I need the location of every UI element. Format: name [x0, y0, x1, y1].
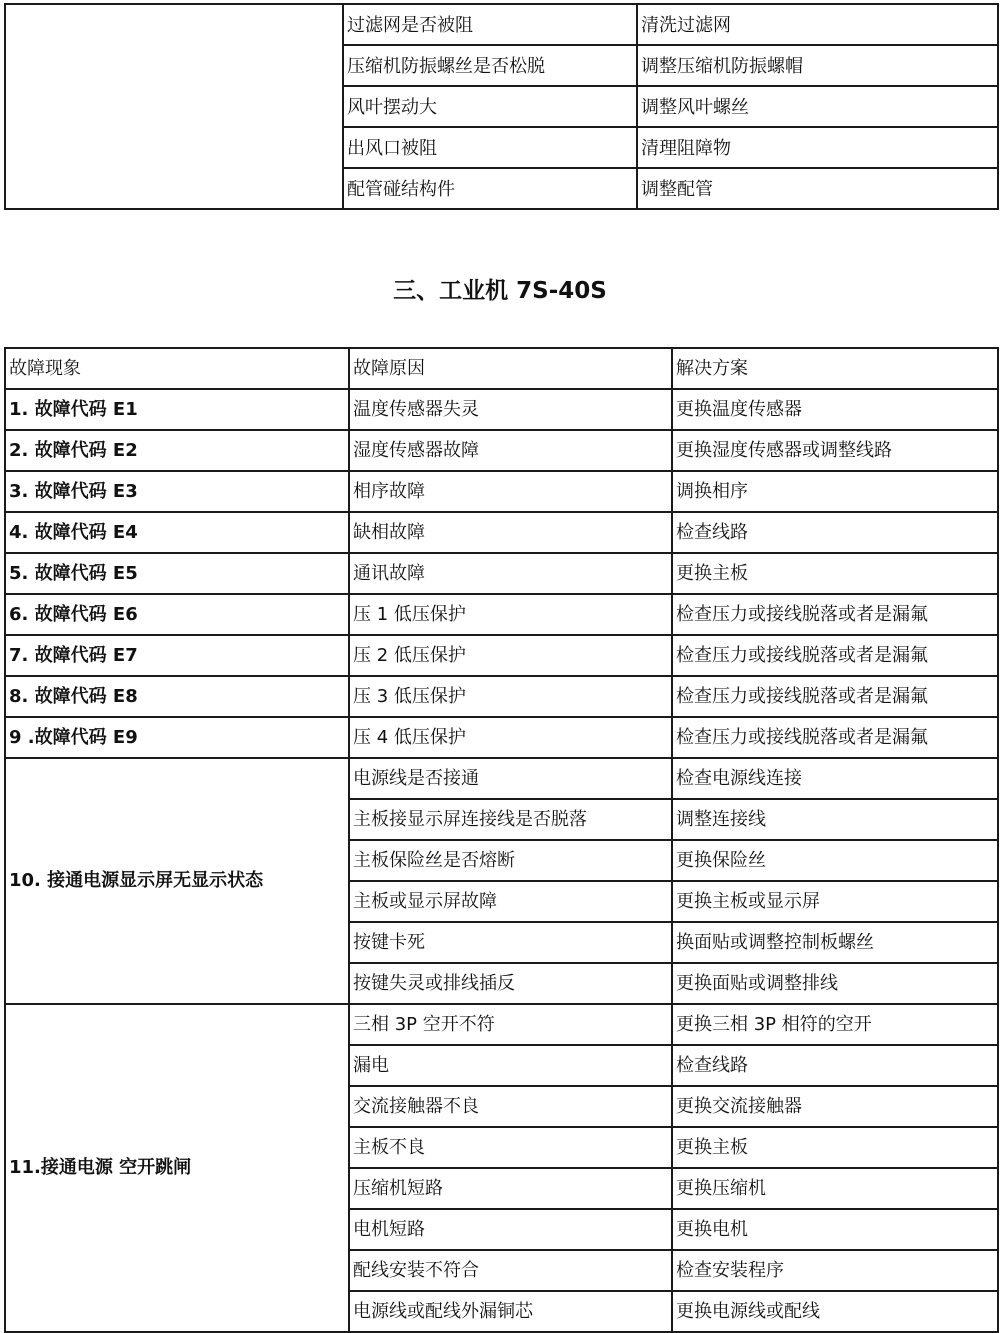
table-row — [5, 635, 998, 676]
symptom-cell: 3. 故障代码 E3 — [5, 471, 349, 512]
cause-cell: 电源线是否接通 — [349, 758, 672, 799]
symptom-cell: 6. 故障代码 E6 — [5, 594, 349, 635]
table-row — [5, 676, 998, 717]
table-row — [5, 758, 998, 799]
table-row — [5, 4, 998, 45]
cause-cell: 主板保险丝是否熔断 — [349, 840, 672, 881]
solution-cell: 清洗过滤网 — [637, 4, 998, 45]
cause-cell: 主板接显示屏连接线是否脱落 — [349, 799, 672, 840]
header-row — [5, 348, 998, 389]
solution-cell: 调整连接线 — [672, 799, 998, 840]
symptom-cell-group-11: 11.接通电源 空开跳闸 — [5, 1004, 349, 1332]
cause-cell: 压缩机防振螺丝是否松脱 — [343, 45, 637, 86]
cause-cell: 风叶摆动大 — [343, 86, 637, 127]
cause-cell: 按键失灵或排线插反 — [349, 963, 672, 1004]
solution-cell: 清理阻障物 — [637, 127, 998, 168]
merged-symptom-cell — [5, 4, 343, 209]
cause-cell: 压缩机短路 — [349, 1168, 672, 1209]
table-row — [5, 717, 998, 758]
cause-cell: 电机短路 — [349, 1209, 672, 1250]
solution-cell: 更换电机 — [672, 1209, 998, 1250]
cause-cell: 主板或显示屏故障 — [349, 881, 672, 922]
solution-cell: 调整配管 — [637, 168, 998, 209]
solution-cell: 调整风叶螺丝 — [637, 86, 998, 127]
table-row — [5, 512, 998, 553]
cause-cell: 湿度传感器故障 — [349, 430, 672, 471]
cause-cell: 配线安装不符合 — [349, 1250, 672, 1291]
symptom-cell: 9 .故障代码 E9 — [5, 717, 349, 758]
symptom-cell: 1. 故障代码 E1 — [5, 389, 349, 430]
cause-cell: 温度传感器失灵 — [349, 389, 672, 430]
solution-cell: 更换面贴或调整排线 — [672, 963, 998, 1004]
symptom-cell-group-10: 10. 接通电源显示屏无显示状态 — [5, 758, 349, 1004]
cause-cell: 压 1 低压保护 — [349, 594, 672, 635]
cause-cell: 相序故障 — [349, 471, 672, 512]
continued-troubleshooting-table — [4, 3, 999, 210]
symptom-cell: 4. 故障代码 E4 — [5, 512, 349, 553]
troubleshooting-table — [4, 347, 999, 1333]
solution-cell: 更换电源线或配线 — [672, 1291, 998, 1332]
solution-cell: 检查线路 — [672, 1045, 998, 1086]
cause-cell: 压 4 低压保护 — [349, 717, 672, 758]
cause-cell: 按键卡死 — [349, 922, 672, 963]
solution-cell: 检查压力或接线脱落或者是漏氟 — [672, 635, 998, 676]
section-title: 三、工业机 7S-40S — [393, 278, 607, 304]
solution-cell: 检查压力或接线脱落或者是漏氟 — [672, 594, 998, 635]
solution-cell: 更换交流接触器 — [672, 1086, 998, 1127]
cause-cell: 压 2 低压保护 — [349, 635, 672, 676]
solution-cell: 更换主板 — [672, 1127, 998, 1168]
table-row — [5, 471, 998, 512]
table-row — [5, 1004, 998, 1045]
solution-cell: 更换保险丝 — [672, 840, 998, 881]
solution-cell: 更换温度传感器 — [672, 389, 998, 430]
cause-cell: 过滤网是否被阻 — [343, 4, 637, 45]
symptom-cell: 5. 故障代码 E5 — [5, 553, 349, 594]
solution-cell: 检查压力或接线脱落或者是漏氟 — [672, 676, 998, 717]
table-row — [5, 553, 998, 594]
cause-cell: 缺相故障 — [349, 512, 672, 553]
cause-cell: 交流接触器不良 — [349, 1086, 672, 1127]
cause-cell: 压 3 低压保护 — [349, 676, 672, 717]
solution-cell: 更换主板 — [672, 553, 998, 594]
cause-cell: 出风口被阻 — [343, 127, 637, 168]
symptom-cell: 8. 故障代码 E8 — [5, 676, 349, 717]
solution-cell: 更换湿度传感器或调整线路 — [672, 430, 998, 471]
symptom-cell: 7. 故障代码 E7 — [5, 635, 349, 676]
cause-cell: 配管碰结构件 — [343, 168, 637, 209]
solution-cell: 调换相序 — [672, 471, 998, 512]
cause-cell: 通讯故障 — [349, 553, 672, 594]
cause-cell: 电源线或配线外漏铜芯 — [349, 1291, 672, 1332]
header-symptom: 故障现象 — [5, 348, 349, 389]
solution-cell: 调整压缩机防振螺帽 — [637, 45, 998, 86]
solution-cell: 检查线路 — [672, 512, 998, 553]
cause-cell: 主板不良 — [349, 1127, 672, 1168]
solution-cell: 检查压力或接线脱落或者是漏氟 — [672, 717, 998, 758]
solution-cell: 检查电源线连接 — [672, 758, 998, 799]
table-row — [5, 430, 998, 471]
cause-cell: 三相 3P 空开不符 — [349, 1004, 672, 1045]
solution-cell: 更换三相 3P 相符的空开 — [672, 1004, 998, 1045]
solution-cell: 换面贴或调整控制板螺丝 — [672, 922, 998, 963]
solution-cell: 更换压缩机 — [672, 1168, 998, 1209]
header-cause: 故障原因 — [349, 348, 672, 389]
solution-cell: 检查安装程序 — [672, 1250, 998, 1291]
table-row — [5, 594, 998, 635]
header-solution: 解决方案 — [672, 348, 998, 389]
symptom-cell: 2. 故障代码 E2 — [5, 430, 349, 471]
table-row — [5, 389, 998, 430]
solution-cell: 更换主板或显示屏 — [672, 881, 998, 922]
cause-cell: 漏电 — [349, 1045, 672, 1086]
